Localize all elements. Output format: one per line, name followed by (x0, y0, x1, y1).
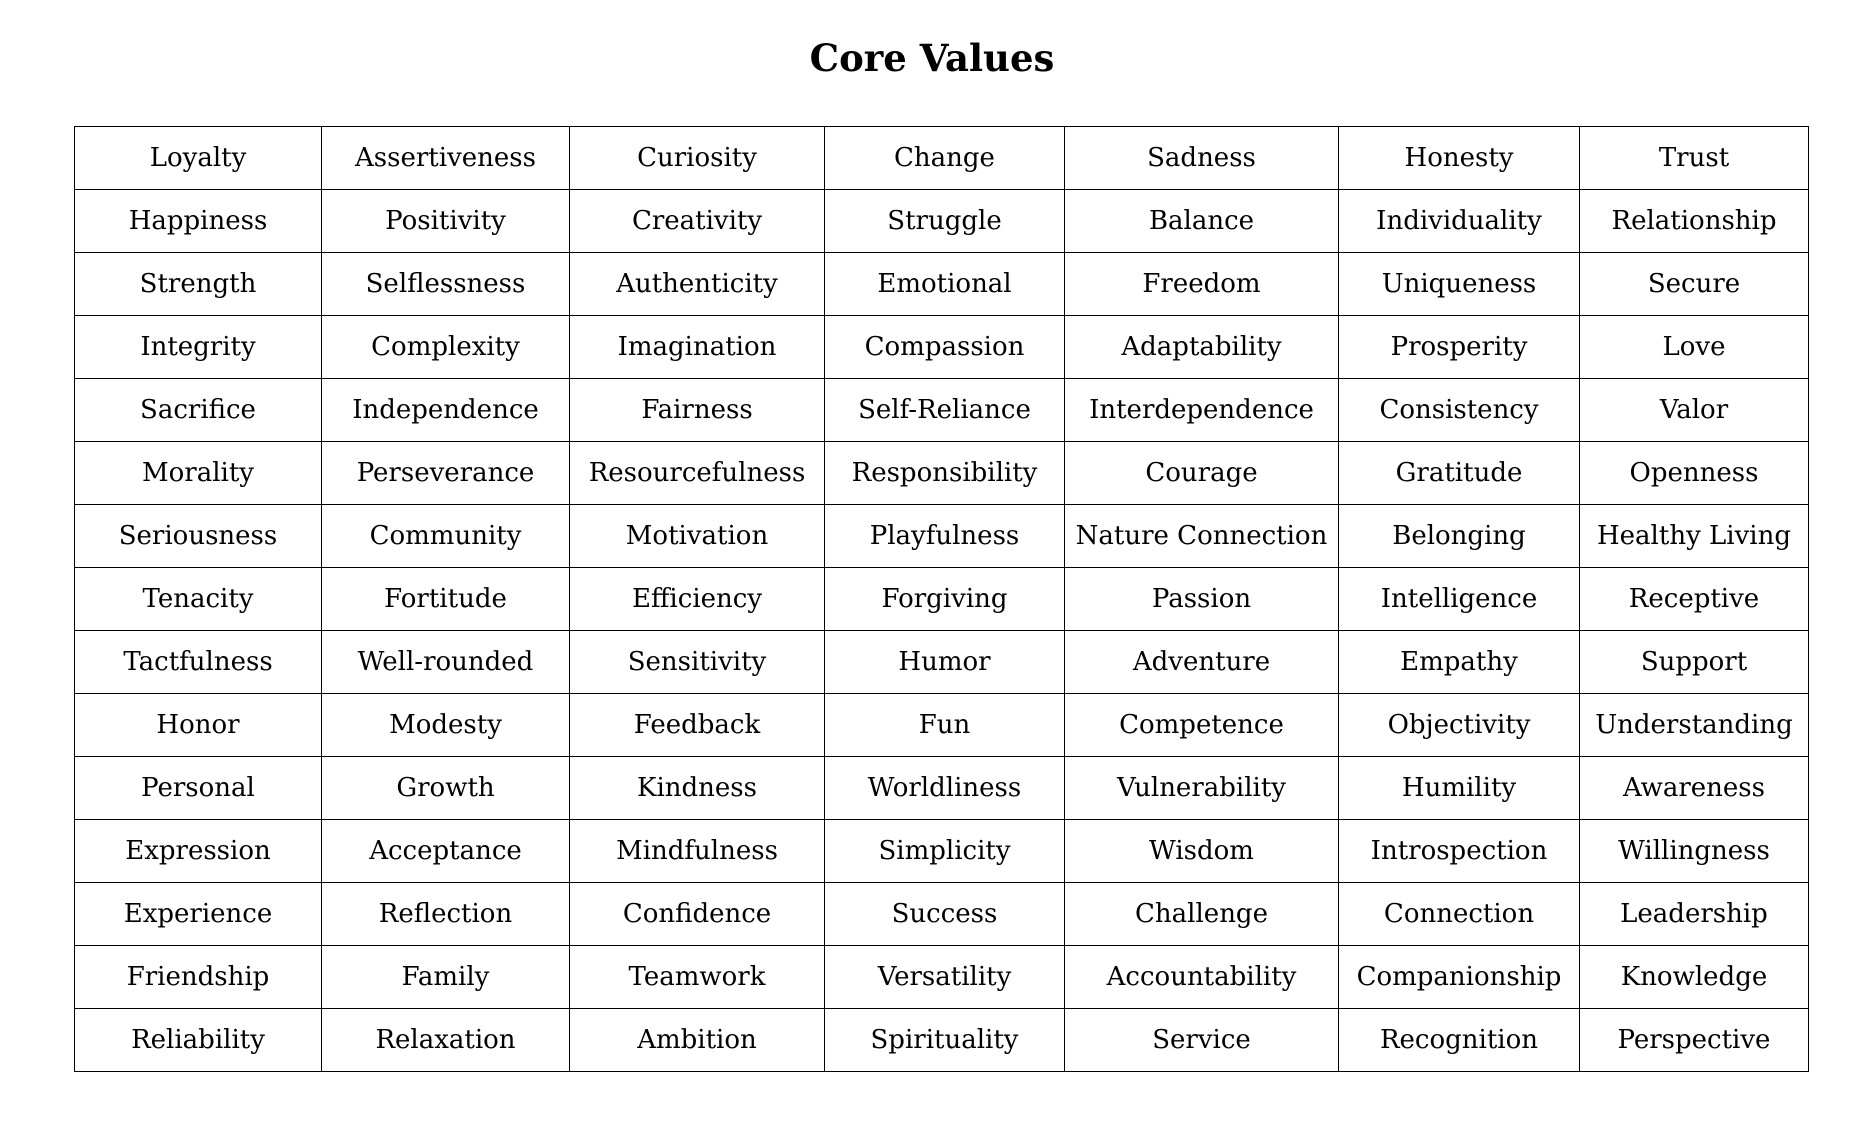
value-cell: Reflection (322, 883, 570, 946)
value-cell: Fairness (570, 379, 825, 442)
value-cell: Perspective (1580, 1009, 1809, 1072)
value-cell: Service (1065, 1009, 1339, 1072)
value-cell: Morality (75, 442, 322, 505)
value-cell: Leadership (1580, 883, 1809, 946)
value-cell: Efficiency (570, 568, 825, 631)
value-cell: Competence (1065, 694, 1339, 757)
value-cell: Intelligence (1339, 568, 1580, 631)
value-cell: Confidence (570, 883, 825, 946)
table-row (75, 379, 1809, 442)
value-cell: Integrity (75, 316, 322, 379)
table-row (75, 694, 1809, 757)
table-row (75, 442, 1809, 505)
value-cell: Belonging (1339, 505, 1580, 568)
value-cell: Understanding (1580, 694, 1809, 757)
value-cell: Independence (322, 379, 570, 442)
value-cell: Simplicity (825, 820, 1065, 883)
value-cell: Individuality (1339, 190, 1580, 253)
value-cell: Spirituality (825, 1009, 1065, 1072)
value-cell: Sacrifice (75, 379, 322, 442)
table-row (75, 820, 1809, 883)
value-cell: Modesty (322, 694, 570, 757)
value-cell: Consistency (1339, 379, 1580, 442)
value-cell: Teamwork (570, 946, 825, 1009)
value-cell: Community (322, 505, 570, 568)
value-cell: Interdependence (1065, 379, 1339, 442)
value-cell: Freedom (1065, 253, 1339, 316)
value-cell: Assertiveness (322, 127, 570, 190)
value-cell: Balance (1065, 190, 1339, 253)
value-cell: Uniqueness (1339, 253, 1580, 316)
value-cell: Positivity (322, 190, 570, 253)
value-cell: Compassion (825, 316, 1065, 379)
value-cell: Passion (1065, 568, 1339, 631)
value-cell: Wisdom (1065, 820, 1339, 883)
value-cell: Accountability (1065, 946, 1339, 1009)
value-cell: Responsibility (825, 442, 1065, 505)
value-cell: Vulnerability (1065, 757, 1339, 820)
value-cell: Relaxation (322, 1009, 570, 1072)
value-cell: Emotional (825, 253, 1065, 316)
value-cell: Growth (322, 757, 570, 820)
table-row (75, 190, 1809, 253)
page-title: Core Values (809, 36, 1055, 80)
core-values-table-body (75, 127, 1809, 1072)
value-cell: Authenticity (570, 253, 825, 316)
value-cell: Forgiving (825, 568, 1065, 631)
table-row (75, 316, 1809, 379)
value-cell: Friendship (75, 946, 322, 1009)
value-cell: Kindness (570, 757, 825, 820)
value-cell: Worldliness (825, 757, 1065, 820)
value-cell: Complexity (322, 316, 570, 379)
value-cell: Success (825, 883, 1065, 946)
value-cell: Mindfulness (570, 820, 825, 883)
value-cell: Openness (1580, 442, 1809, 505)
value-cell: Versatility (825, 946, 1065, 1009)
value-cell: Receptive (1580, 568, 1809, 631)
table-row (75, 883, 1809, 946)
value-cell: Strength (75, 253, 322, 316)
table-row (75, 1009, 1809, 1072)
value-cell: Loyalty (75, 127, 322, 190)
value-cell: Self-Reliance (825, 379, 1065, 442)
value-cell: Support (1580, 631, 1809, 694)
value-cell: Relationship (1580, 190, 1809, 253)
value-cell: Fun (825, 694, 1065, 757)
value-cell: Recognition (1339, 1009, 1580, 1072)
value-cell: Empathy (1339, 631, 1580, 694)
table-row (75, 757, 1809, 820)
value-cell: Selflessness (322, 253, 570, 316)
value-cell: Sensitivity (570, 631, 825, 694)
value-cell: Feedback (570, 694, 825, 757)
value-cell: Curiosity (570, 127, 825, 190)
value-cell: Well-rounded (322, 631, 570, 694)
value-cell: Courage (1065, 442, 1339, 505)
value-cell: Expression (75, 820, 322, 883)
value-cell: Awareness (1580, 757, 1809, 820)
value-cell: Trust (1580, 127, 1809, 190)
value-cell: Reliability (75, 1009, 322, 1072)
table-row (75, 505, 1809, 568)
value-cell: Introspection (1339, 820, 1580, 883)
value-cell: Humility (1339, 757, 1580, 820)
value-cell: Valor (1580, 379, 1809, 442)
value-cell: Willingness (1580, 820, 1809, 883)
value-cell: Connection (1339, 883, 1580, 946)
value-cell: Creativity (570, 190, 825, 253)
value-cell: Experience (75, 883, 322, 946)
value-cell: Knowledge (1580, 946, 1809, 1009)
value-cell: Humor (825, 631, 1065, 694)
value-cell: Acceptance (322, 820, 570, 883)
value-cell: Perseverance (322, 442, 570, 505)
value-cell: Objectivity (1339, 694, 1580, 757)
value-cell: Personal (75, 757, 322, 820)
value-cell: Playfulness (825, 505, 1065, 568)
value-cell: Prosperity (1339, 316, 1580, 379)
value-cell: Seriousness (75, 505, 322, 568)
value-cell: Honor (75, 694, 322, 757)
value-cell: Change (825, 127, 1065, 190)
value-cell: Tactfulness (75, 631, 322, 694)
value-cell: Adventure (1065, 631, 1339, 694)
core-values-table (74, 126, 1809, 1072)
value-cell: Adaptability (1065, 316, 1339, 379)
value-cell: Happiness (75, 190, 322, 253)
value-cell: Honesty (1339, 127, 1580, 190)
value-cell: Nature Connection (1065, 505, 1339, 568)
value-cell: Ambition (570, 1009, 825, 1072)
value-cell: Family (322, 946, 570, 1009)
table-row (75, 631, 1809, 694)
value-cell: Companionship (1339, 946, 1580, 1009)
value-cell: Sadness (1065, 127, 1339, 190)
value-cell: Secure (1580, 253, 1809, 316)
table-row (75, 127, 1809, 190)
value-cell: Struggle (825, 190, 1065, 253)
value-cell: Love (1580, 316, 1809, 379)
value-cell: Healthy Living (1580, 505, 1809, 568)
table-row (75, 253, 1809, 316)
value-cell: Fortitude (322, 568, 570, 631)
value-cell: Gratitude (1339, 442, 1580, 505)
table-row (75, 946, 1809, 1009)
value-cell: Resourcefulness (570, 442, 825, 505)
value-cell: Challenge (1065, 883, 1339, 946)
value-cell: Motivation (570, 505, 825, 568)
value-cell: Imagination (570, 316, 825, 379)
table-row (75, 568, 1809, 631)
value-cell: Tenacity (75, 568, 322, 631)
